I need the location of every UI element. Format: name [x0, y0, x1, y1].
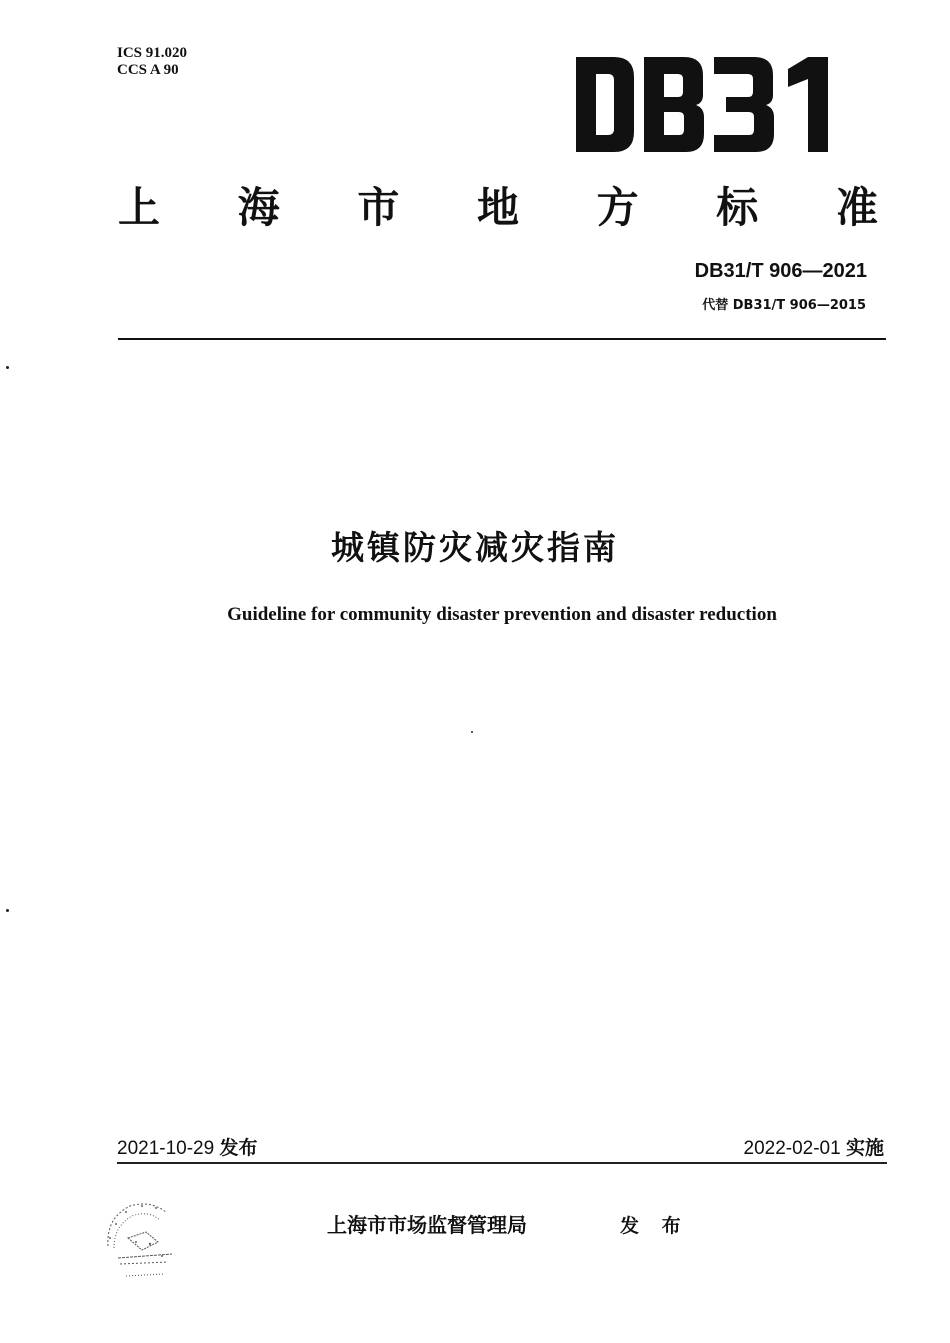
- db31-logo: [576, 57, 836, 152]
- replaces-standard: 代替 DB31/T 906—2015: [702, 298, 866, 313]
- publish-label: 发 布: [620, 1215, 689, 1237]
- issuer-title-char: 准: [835, 183, 878, 232]
- issue-label: 发布: [219, 1137, 258, 1159]
- issuer-title-char: 地: [476, 183, 519, 232]
- scan-speck: [6, 366, 9, 369]
- classification-codes: [117, 45, 187, 79]
- implementation-date: 2022-02-01: [743, 1138, 841, 1159]
- issue-date: 2021-10-29: [117, 1138, 215, 1159]
- implementation-date-line: [744, 1133, 885, 1160]
- issue-date-line: [117, 1133, 258, 1160]
- issuer-title-char: 标: [716, 183, 759, 232]
- bottom-divider: [117, 1162, 887, 1164]
- issuer-title-char: 上: [118, 183, 161, 232]
- seal-stamp-icon: [98, 1198, 182, 1290]
- issuer-title-char: 海: [237, 183, 280, 232]
- issuer-title-char: 市: [357, 183, 400, 232]
- standard-number: DB31/T 906—2021: [694, 260, 867, 282]
- issuer-title: [118, 182, 878, 234]
- implementation-label: 实施: [845, 1137, 884, 1159]
- publisher-name: 上海市市场监督管理局: [327, 1213, 527, 1237]
- issuer-title-char: 方: [596, 183, 639, 232]
- top-divider: [118, 338, 886, 340]
- document-title-english: Guideline for community disaster prevention and disaster reduction: [227, 604, 777, 625]
- scan-speck: [471, 731, 473, 733]
- ics-code: ICS 91.020: [117, 45, 188, 61]
- scan-speck: [6, 909, 9, 912]
- document-title-chinese: 城镇防灾减灾指南: [331, 528, 619, 567]
- ccs-code: CCS A 90: [117, 62, 179, 78]
